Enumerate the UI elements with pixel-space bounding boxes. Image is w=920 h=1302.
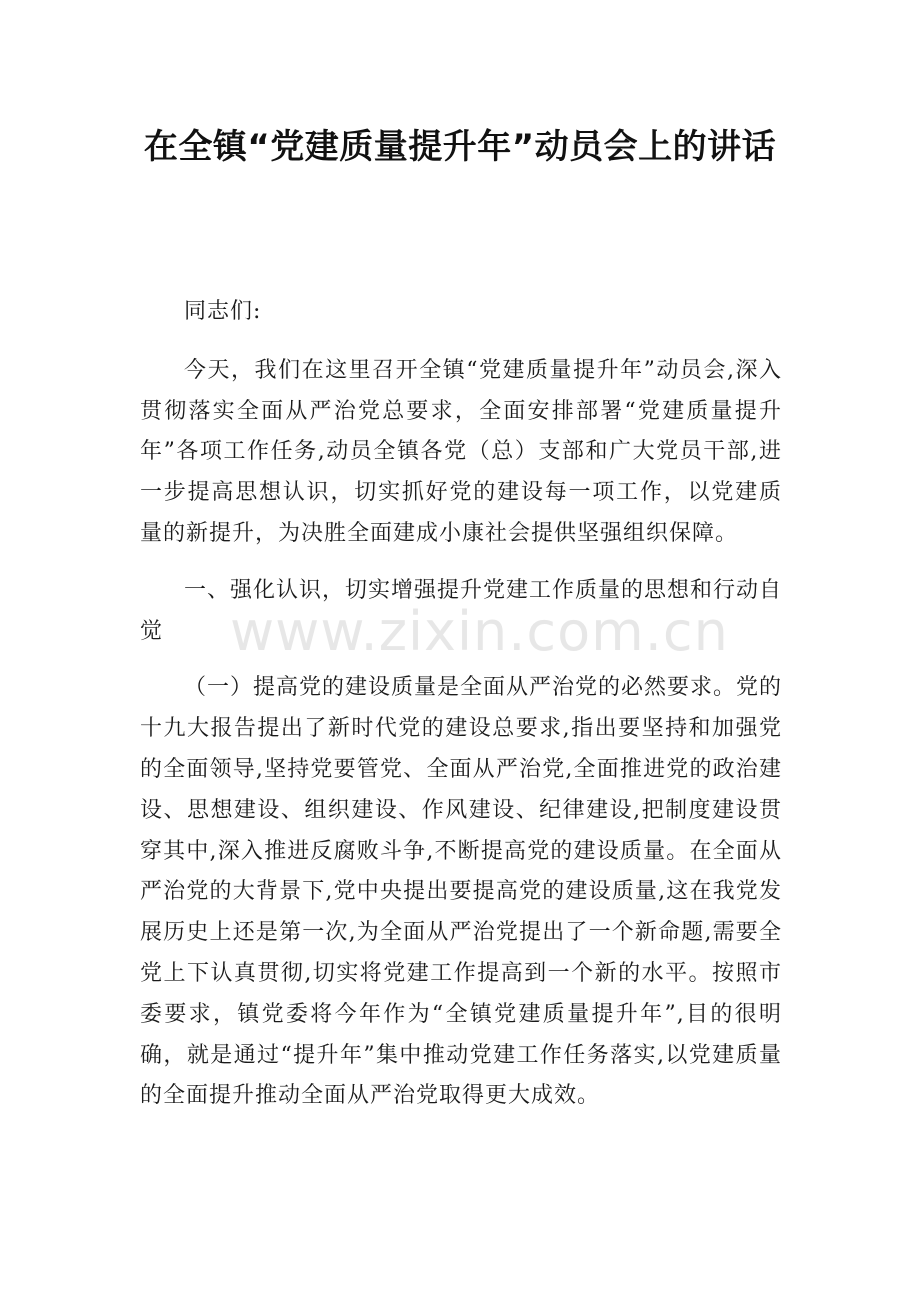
paragraph-intro: 今天，我们在这里召开全镇“党建质量提升年”动员会,深入贯彻落实全面从严治党总要求，全面安排部署“党建质量提升年”各项工作任务,动员全镇各党（总）支部和广大党员干部,进一步提高思想认识，切实抓好党的建设每一项工作，以党建质量的新提升，为决胜全面建成小康社会提供坚强组织保障。 (140, 357, 782, 546)
document-body (140, 292, 782, 1117)
paragraph-section-1: （一）提高党的建设质量是全面从严治党的必然要求。党的十九大报告提出了新时代党的建设总要求,指出要坚持和加强党的全面领导,坚持党要管党、全面从严治党,全面推进党的政治建设、思想建设、组织建设、作风建设、纪律建设,把制度建设贯穿其中,深入推进反腐败斗争,不断提高党的建设质量。在全面从严治党的大背景下,党中央提出要提高党的建设质量,这在我党发展历史上还是第一次,为全面从严治党提出了一个新命题,需要全党上下认真贯彻,切实将党建工作提高到一个新的水平。按照市委要求，镇党委将今年作为“全镇党建质量提升年”,目的很明确，就是通过“提升年”集中推动党建工作任务落实,以党建质量的全面提升推动全面从严治党取得更大成效。 (140, 675, 783, 1109)
section-heading: 一、强化认识，切实增强提升党建工作质量的思想和行动自觉 (140, 577, 783, 644)
document-title: 在全镇“党建质量提升年”动员会上的讲话 (143, 127, 777, 167)
watermark: www.zixin.com.cn (230, 600, 729, 663)
greeting: 同志们: (184, 299, 262, 324)
